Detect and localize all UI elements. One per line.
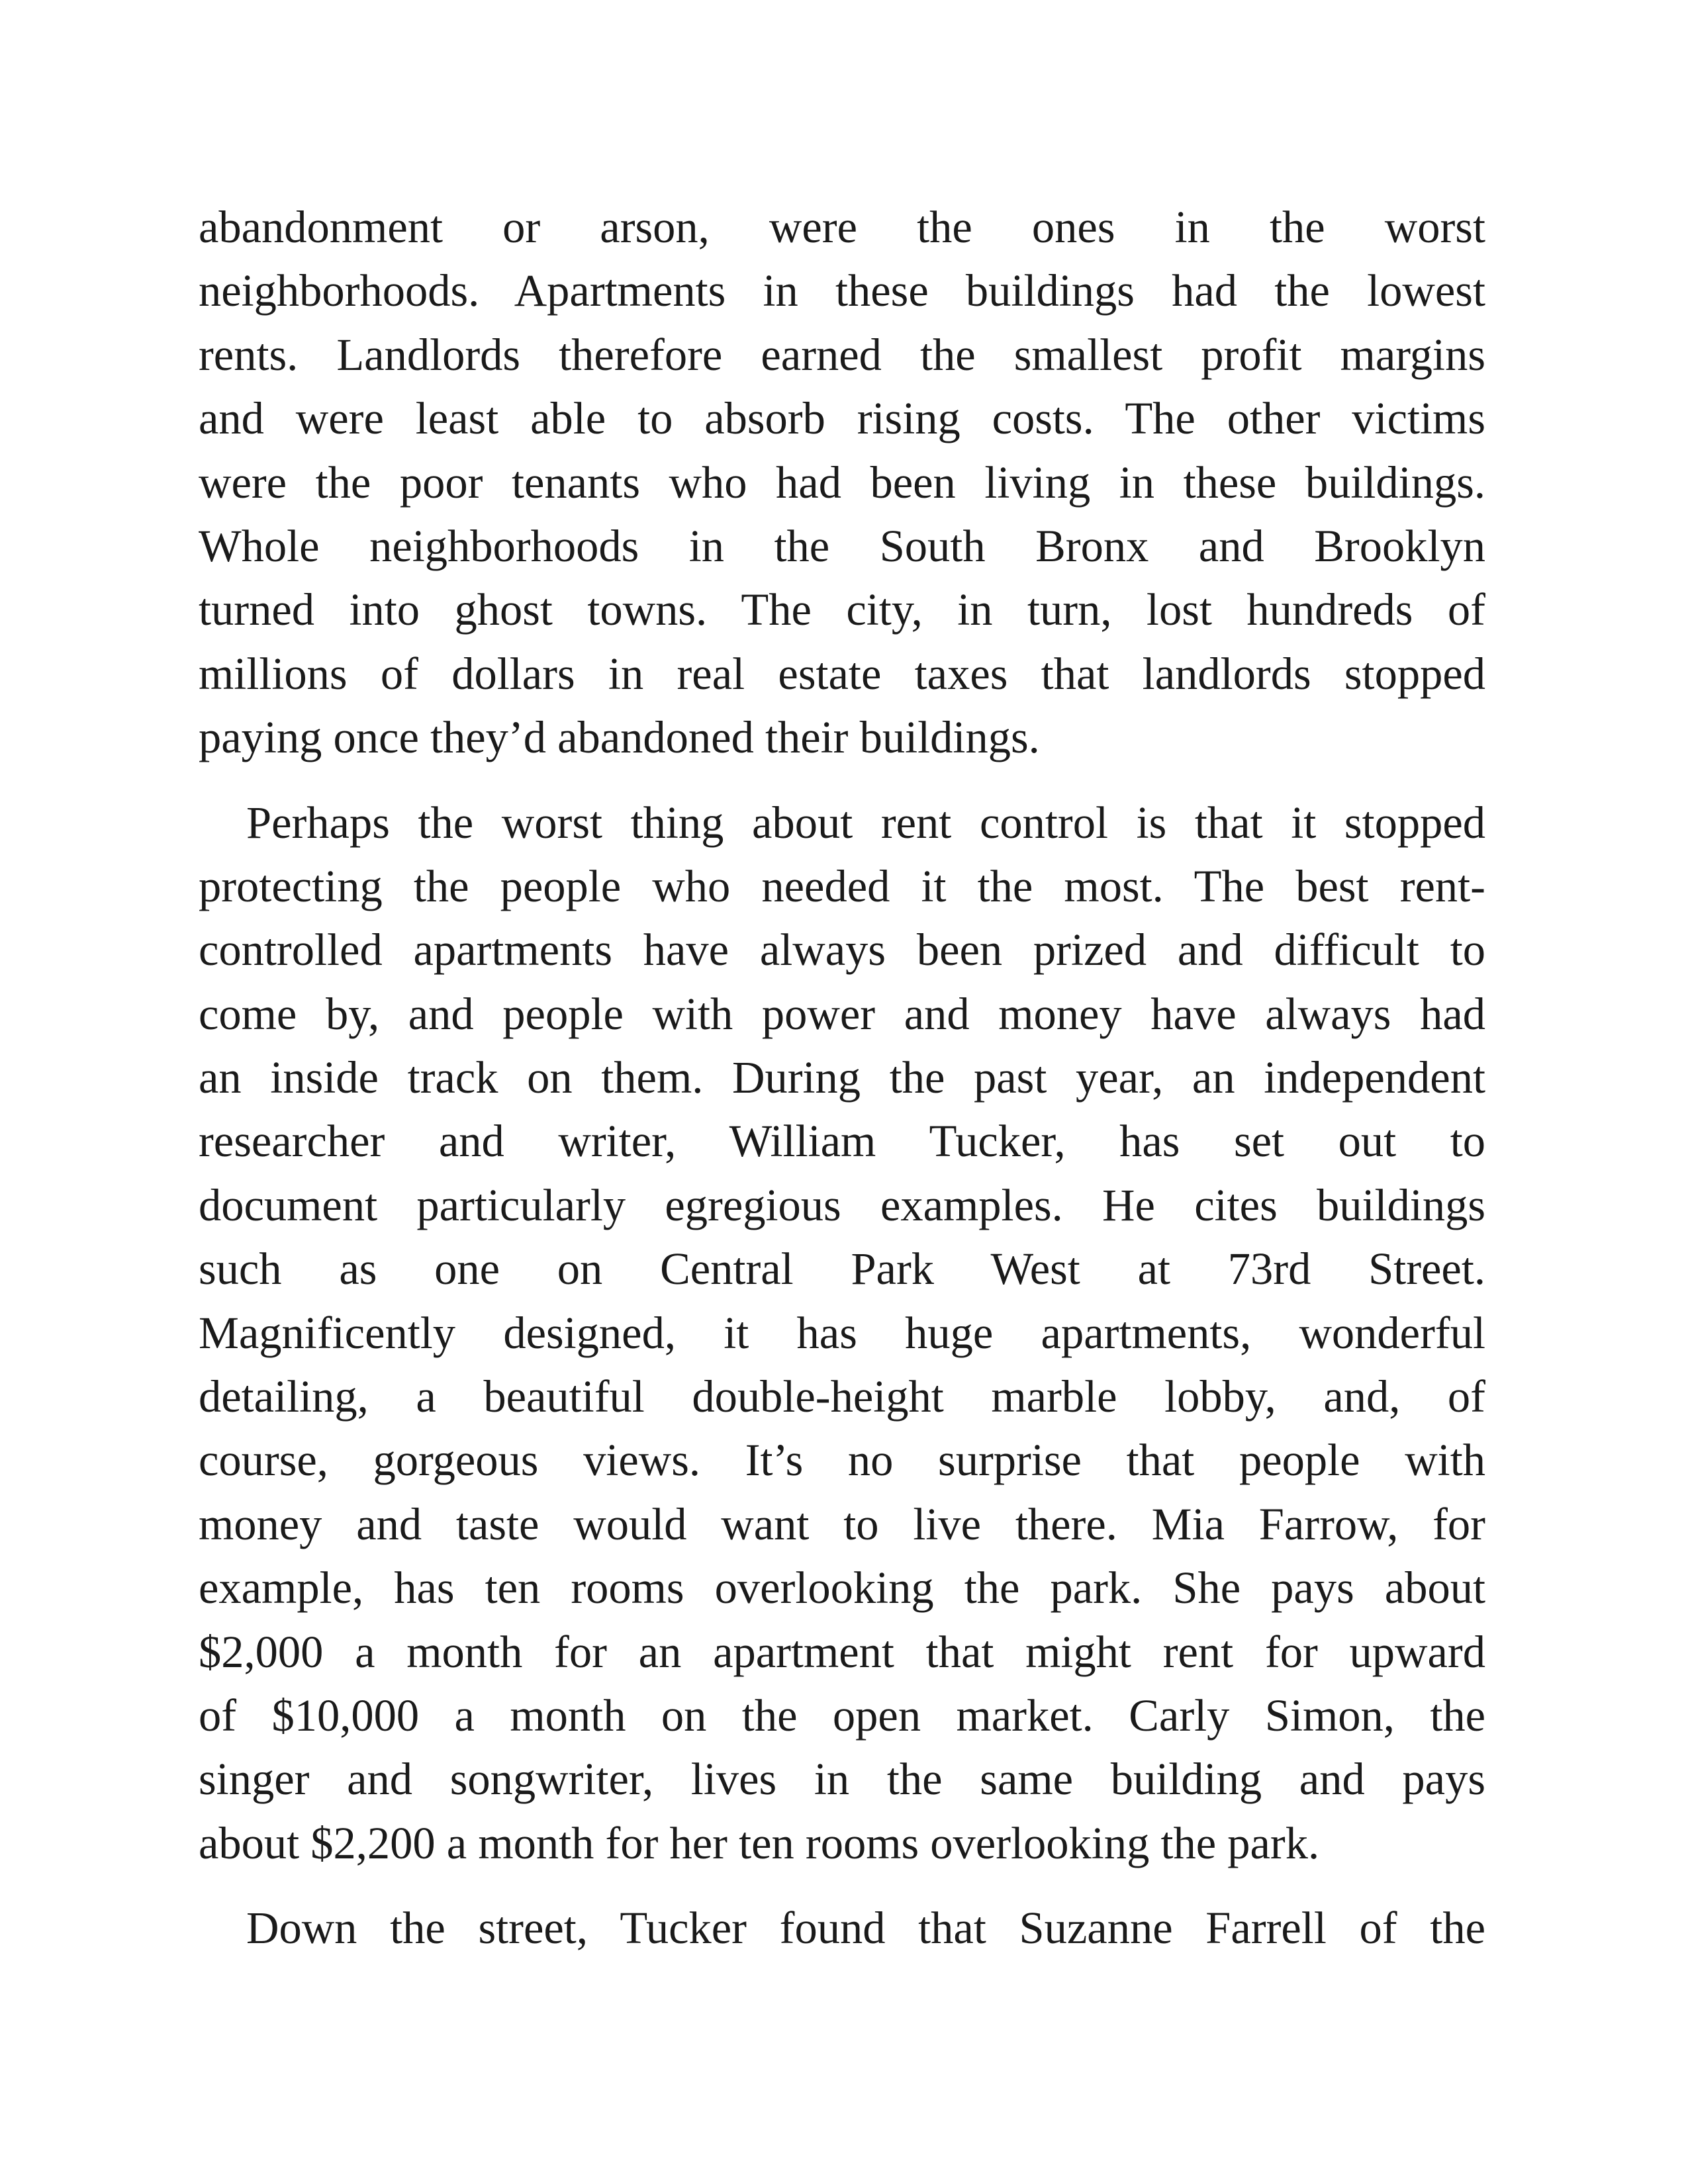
text-line: controlled apartments have always been prized and difficult to xyxy=(199,925,1485,976)
text-line: singer and songwriter, lives in the same building and pays xyxy=(199,1754,1485,1805)
text-line: of $10,000 a month on the open market. Carly Simon, the xyxy=(199,1690,1485,1741)
text-line: turned into ghost towns. The city, in turn, lost hundreds of xyxy=(199,584,1485,635)
text-line: millions of dollars in real estate taxes that landlords stopped xyxy=(199,648,1485,699)
text-line: were the poor tenants who had been living in these buildings. xyxy=(199,457,1485,508)
paragraph-2 xyxy=(199,791,1485,1876)
text-line: Magnificently designed, it has huge apartments, wonderful xyxy=(199,1307,1485,1358)
text-line: an inside track on them. During the past year, an independent xyxy=(199,1052,1485,1103)
text-line: such as one on Central Park West at 73rd Street. xyxy=(199,1244,1485,1295)
text-line: neighborhoods. Apartments in these buildings had the lowest xyxy=(199,265,1485,316)
paragraph-3 xyxy=(199,1896,1485,1960)
text-line: document particularly egregious examples. He cites buildings xyxy=(199,1179,1485,1230)
paragraph-1 xyxy=(199,195,1485,770)
text-line: $2,000 a month for an apartment that might rent for upward xyxy=(199,1626,1485,1677)
text-line: Perhaps the worst thing about rent control is that it stopped xyxy=(246,797,1485,848)
text-line: detailing, a beautiful double-height marble lobby, and, of xyxy=(199,1371,1485,1422)
text-line: about $2,200 a month for her ten rooms overlooking the park. xyxy=(199,1817,1320,1868)
text-line: come by, and people with power and money have always had xyxy=(199,988,1485,1039)
text-line: Down the street, Tucker found that Suzanne Farrell of the xyxy=(246,1903,1485,1954)
text-line: Whole neighborhoods in the South Bronx and Brooklyn xyxy=(199,520,1485,571)
text-line: and were least able to absorb rising costs. The other victims xyxy=(199,393,1485,444)
text-line: example, has ten rooms overlooking the park. She pays about xyxy=(199,1563,1485,1614)
text-line: course, gorgeous views. It’s no surprise that people with xyxy=(199,1435,1485,1486)
text-line: abandonment or arson, were the ones in the worst xyxy=(199,202,1485,252)
text-line: paying once they’d abandoned their buildings. xyxy=(199,712,1040,763)
text-line: money and taste would want to live there. Mia Farrow, for xyxy=(199,1498,1485,1549)
text-line: protecting the people who needed it the most. The best rent- xyxy=(199,860,1485,911)
document-page xyxy=(199,195,1485,1981)
text-line: rents. Landlords therefore earned the smallest profit margins xyxy=(199,329,1485,380)
text-line: researcher and writer, William Tucker, has set out to xyxy=(199,1116,1485,1167)
